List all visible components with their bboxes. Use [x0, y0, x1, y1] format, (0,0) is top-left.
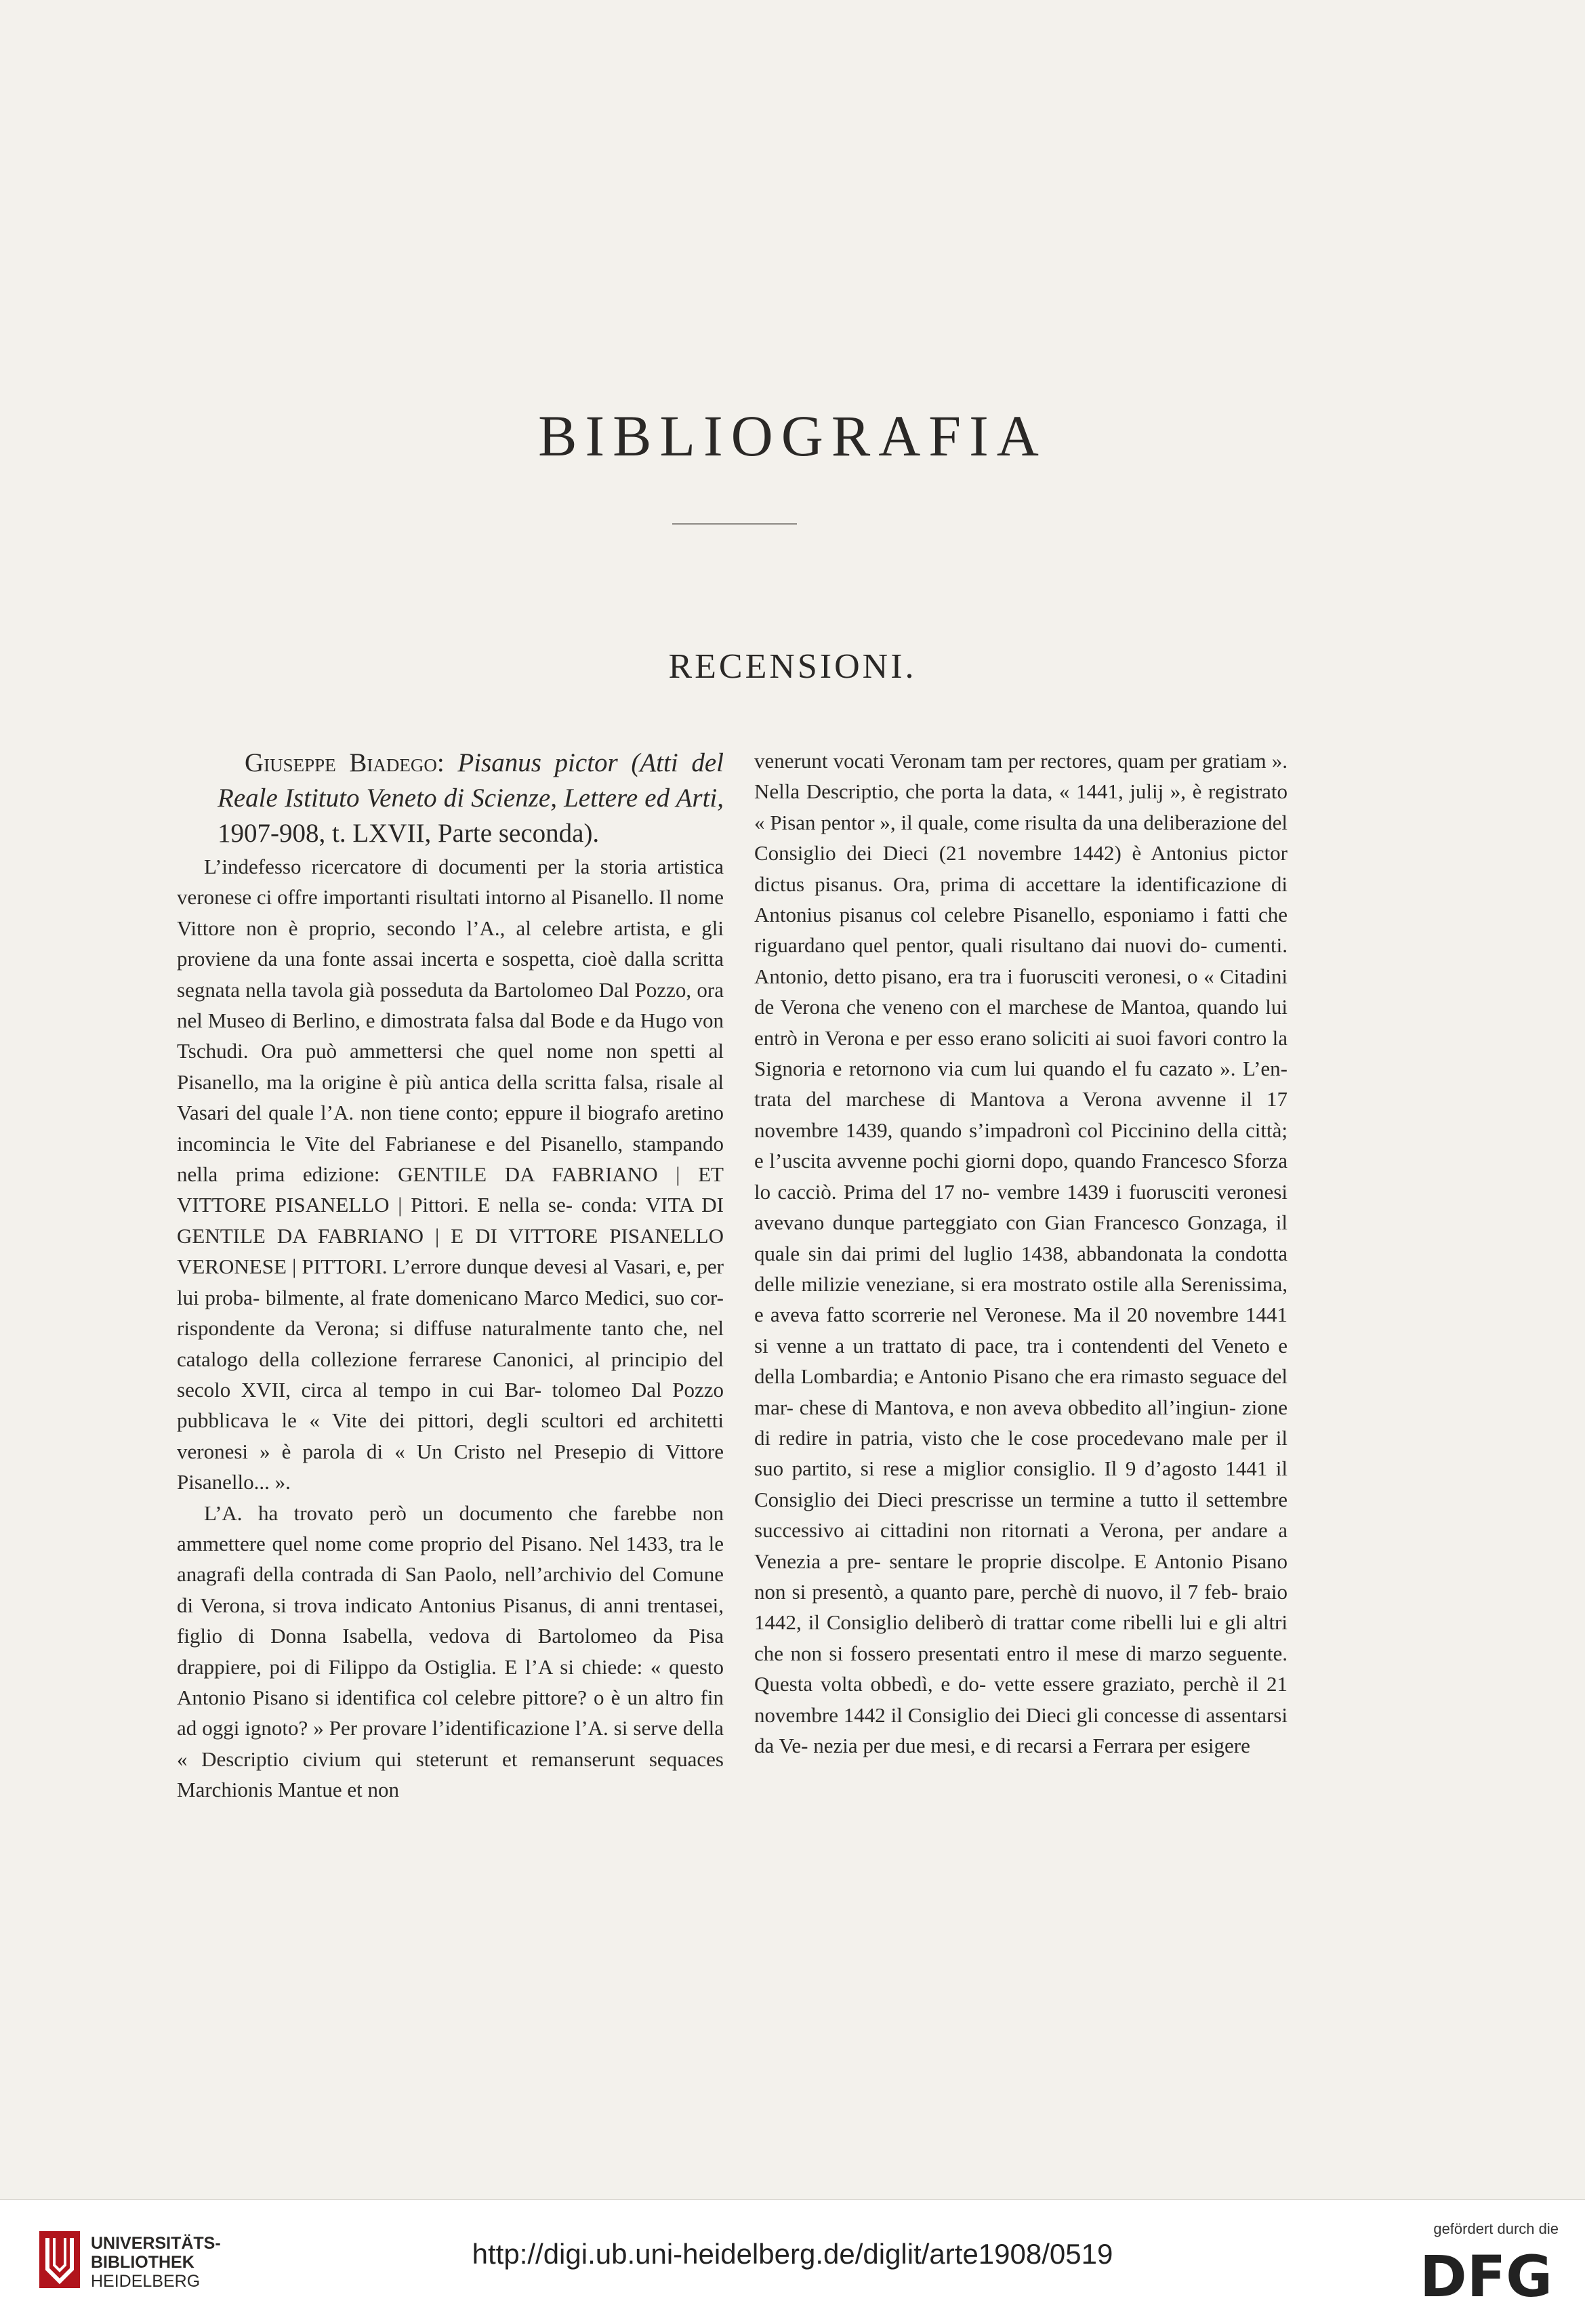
citation-author: Giuseppe Biadego [245, 748, 437, 777]
library-name-line1: UNIVERSITÄTS- [91, 2234, 221, 2253]
right-column-text: venerunt vocati Veronam tam per rectores, quam per gratiam ». Nella Descriptio, che porta la data, « 1441, julij », è registrato « Pisan pentor », il quale, come risulta da una deliberazione del Consiglio dei Dieci (21 novembre 1442) è Antonius pictor dictus pisanus. Ora, prima di accettare la identificazione di Antonius pisanus col celebre Pisanello, esponiamo i fatti che riguardano quel pentor, quali risultano dai nuovi do- cumenti. Antonio, detto pisano, era tra i fuorusciti veronesi, o « Citadini de Verona che veneno con el marchese de Mantoa, quando lui entrò in Verona e per esso erano soliciti ai suoi favori contro la Signoria e retornono via cum lui quando el fu cazato ». L’en- trata del marchese di Mantova a Verona avvenne il 17 novembre 1439, quando s’impadronì col Piccinino della città; e l’uscita avvenne pochi giorni dopo, quando Francesco Sforza lo cacciò. Prima del 17 no- vembre 1439 i fuorusciti veronesi avevano dunque parteggiato con Gian Francesco Gonzaga, il quale sin dai primi del luglio 1438, abbandonata la condotta delle milizie veneziane, si era mostrato ostile alla Serenissima, e aveva fatto scorrerie nel Veronese. Ma il 20 novembre 1441 si venne a un trattato di pace, tra i contendenti del Veneto e della Lombardia; e Antonio Pisano che era rimasto seguace del mar- chese di Mantova, e non aveva obbedito all’ingiun- zione di redire in patria, visto che le cose procedevano male per il suo partito, si rese a miglior consiglio. Il 9 d’agosto 1441 il Consiglio dei Dieci prescrisse un termine a tutto il settembre successivo ai cittadini non ritornati a Verona, per andare a Venezia a pre- sentare le proprie discolpe. E Antonio Pisano non si presentò, a quanto pare, perchè di nuovo, il 7 feb- braio 1442, il Consiglio deliberò di trattar come ribelli lui e gli altri che non si fossero presentati entro il mese di marzo seguente. Questa volta obbedì, e do- vette essere graziato, perchè il 21 novembre 1442 il Consiglio dei Dieci gli concesse di assentarsi da Ve- nezia per due mesi, e di recarsi a Ferrara per esigere [754, 749, 1288, 1757]
page-title: BIBLIOGRAFIA [538, 403, 1047, 468]
review-citation [177, 746, 724, 851]
section-title: RECENSIONI. [668, 647, 917, 686]
library-name-line3: HEIDELBERG [91, 2272, 201, 2291]
paragraph: L’A. ha trovato però un documento che farebbe non ammettere quel nome come proprio del Pisano. Nel 1433, tra le anagrafi della contrada di San Paolo, nell’archivio del Comune di Verona, si trova indicato Antonius Pisanus, di anni trentasei, figlio di Donna Isabella, vedova di Bartolomeo da Pisa drappiere, poi di Filippo da Ostiglia. E l’A si chiede: « questo Antonio Pisano si identifica col celebre pittore? o è un altro fin ad oggi ignoto? » Per provare l’identificazione l’A. si serve della « Descriptio civium qui steterunt et remanserunt sequaces Marchionis Mantue et non [177, 1501, 724, 1802]
citation-work: Pisanus pictor (Atti del Reale Istituto Veneto di Scienze, Lettere ed Arti, [218, 748, 724, 813]
left-column [177, 746, 724, 1806]
funding-note: gefördert durch die [1433, 2220, 1559, 2237]
left-column-text [177, 851, 724, 1806]
title-divider [672, 523, 797, 525]
dfg-logo-icon [1414, 2249, 1559, 2302]
library-name-line2: BIBLIOTHEK [91, 2253, 194, 2272]
paragraph: L’indefesso ricercatore di documenti per la storia artistica veronese ci offre importanti risultati intorno al Pisanello. Il nome Vittore non è proprio, secondo l’A., al celebre artista, e gli proviene da una fonte assai incerta e sospetta, cioè dalla scritta segnata nella tavola già posseduta da Bartolomeo Dal Pozzo, ora nel Museo di Berlino, e dimostrata falsa dal Bode e da Hugo von Tschudi. Ora può ammettersi che quel nome non spetti al Pisanello, ma la origine è più antica della scritta falsa, risale al Vasari del quale l’A. non tiene conto; eppure il biografo aretino incomincia le Vite del Fabrianese e del Pisanello, stampando nella prima edizione: GENTILE DA FABRIANO | ET VITTORE PISANELLO | Pittori. E nella se- conda: VITA DI GENTILE DA FABRIANO | E DI VITTORE PISANELLO VERONESE | PITTORI. L’errore dunque devesi al Vasari, e, per lui proba- bilmente, al frate domenicano Marco Medici, suo cor- rispondente da Verona; si diffuse naturalmente tanto che, nel catalogo della collezione ferrarese Canonici, al principio del secolo XVII, circa al tempo in cui Bar- tolomeo Dal Pozzo pubblicava le « Vite dei pittori, degli scultori ed architetti veronesi » è parola di « Un Cristo nel Presepio di Vittore Pisanello... ». [177, 855, 724, 1494]
right-column [754, 746, 1288, 1761]
citation-details: 1907-908, t. LXVII, Parte seconda). [218, 819, 600, 848]
source-url-link[interactable]: http://digi.ub.uni-heidelberg.de/diglit/arte1908/0519 [472, 2238, 1113, 2270]
dfg-logo-text: DFG [1419, 2249, 1553, 2302]
citation-separator: : [436, 748, 445, 777]
footer-divider [0, 2199, 1585, 2200]
